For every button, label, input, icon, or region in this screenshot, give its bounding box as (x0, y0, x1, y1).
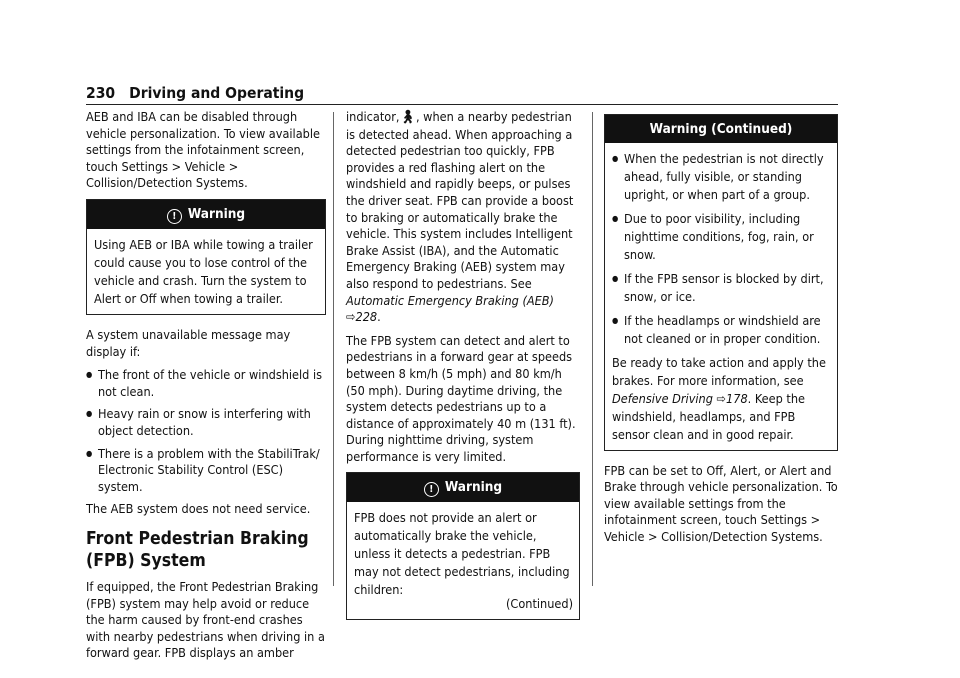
text-run: . Keep the windshield, headlamps, and FPB sensor clean and in good repair. (612, 390, 806, 442)
warning-text: FPB does not provide an alert or automatically brake the vehicle, unless it detects a pedestrian. FPB may not detect pedestrians, including children: (354, 510, 570, 598)
bullet-list (612, 150, 831, 348)
continued-label: (Continued) (506, 596, 573, 612)
warning-body: Using AEB or IBA while towing a trailer could cause you to lose control of the vehicle and crash. Turn the system to Alert or Off when towing a trailer. (94, 236, 313, 306)
paragraph: The FPB system can detect and alert to pedestrians in a forward gear at speeds between 8 km/h (5 mph) and 80 km/h (50 mph). During daytime driving, the system detects pedestrians up to a distance of approximately 40 m (131 ft). During nighttime driving, system performance is very limited. (346, 332, 576, 464)
list-item: ● The front of the vehicle or windshield is not clean. (86, 367, 326, 400)
paragraph: FPB can be set to Off, Alert, or Alert and Brake through vehicle personalization. To view available settings from the infotainment screen, touch Settings > Vehicle > Collision/Detection Systems. (604, 462, 838, 544)
column-divider (333, 112, 334, 586)
cross-reference-link[interactable]: Defensive Driving (612, 390, 713, 406)
warning-body (605, 143, 837, 450)
warning-body (347, 502, 579, 619)
list-item: ● If the FPB sensor is blocked by dirt, snow, or ice. (612, 270, 831, 306)
paragraph: A system unavailable message may display if: (86, 326, 291, 359)
page-number: 230 (86, 84, 116, 102)
page-reference[interactable]: 228 (355, 309, 378, 325)
warning-box (86, 199, 326, 315)
list-item: ● Due to poor visibility, including nighttime conditions, fog, rain, or snow. (612, 210, 831, 264)
warning-icon: ! (167, 209, 182, 224)
page-reference[interactable]: 178 (726, 390, 748, 406)
cross-reference-link[interactable]: Automatic Emergency Braking (AEB) (346, 292, 554, 308)
paragraph: AEB and IBA can be disabled through vehicle personalization. To view available settings from the infotainment screen, touch Settings > Vehicle > Collision/Detection Systems. (86, 109, 320, 191)
section-heading: Front Pedestrian Braking (FPB) System (86, 528, 309, 572)
list-item: ● Heavy rain or snow is interfering with object detection. (86, 406, 326, 439)
warning-header (605, 115, 837, 143)
column-3 (604, 109, 838, 553)
page-ref-icon: ⇨ (716, 390, 727, 406)
warning-title: Warning (187, 205, 246, 222)
warning-icon: ! (424, 482, 439, 497)
page-ref-icon: ⇨ (346, 309, 356, 325)
warning-header (347, 473, 579, 502)
column-divider (592, 112, 593, 586)
column-2 (346, 109, 580, 632)
paragraph: If equipped, the Front Pedestrian Braking (FPB) system may help avoid or reduce the harm caused by front-end crashes with nearby pedestrians when driving in a forward gear. FPB displays an amber (86, 578, 325, 661)
section-title: Driving and Operating (129, 84, 305, 102)
warning-box (604, 114, 838, 451)
warning-box (346, 472, 580, 620)
list-item: ● There is a problem with the StabiliTrak/ Electronic Stability Control (ESC) system. (86, 446, 326, 496)
warning-header (87, 200, 325, 229)
list-item: ● If the headlamps or windshield are not cleaned or in proper condition. (612, 312, 831, 348)
header-rule (86, 104, 838, 105)
warning-text (612, 354, 831, 444)
page-header (86, 84, 304, 102)
bullet-list (86, 367, 326, 495)
column-1 (86, 109, 326, 669)
pedestrian-icon: 🚶︎ (399, 110, 416, 125)
warning-title: Warning (444, 479, 503, 496)
warning-title: Warning (Continued) (649, 121, 793, 137)
list-item: ● When the pedestrian is not directly ahead, fully visible, or standing upright, or when part of a group. (612, 150, 831, 204)
text-run: , when a nearby pedestrian is detected ahead. When approaching a detected pedestrian too quickly, FPB provides a red flashing alert on the windshield and rapidly beeps, or pulses the driver seat. FPB can provide a boost to braking or automatically brake the vehicle. This system includes Intelligent Brake Assist (IBA), and the Automatic Emergency Braking (AEB) system may also respond to pedestrians. See (346, 109, 574, 291)
paragraph: The AEB system does not need service. (86, 501, 311, 517)
paragraph: indicator,🚶︎, when a nearby pedestrian is detected ahead. When approaching a detected pedestrian too quickly, FPB provides a red flashing alert on the windshield and rapidly beeps, or pulses the driver seat. FPB can provide a boost to braking or automatically brake the vehicle. This system includes Intelligent Brake Assist (IBA), and the Automatic Emergency Braking (AEB) system may also respond to pedestrians. See Automatic Emergency Braking (AEB) ⇨228. (346, 109, 574, 325)
text-run: indicator, (346, 109, 400, 124)
text-run: Be ready to take action and apply the brakes. For more information, see (612, 354, 826, 388)
